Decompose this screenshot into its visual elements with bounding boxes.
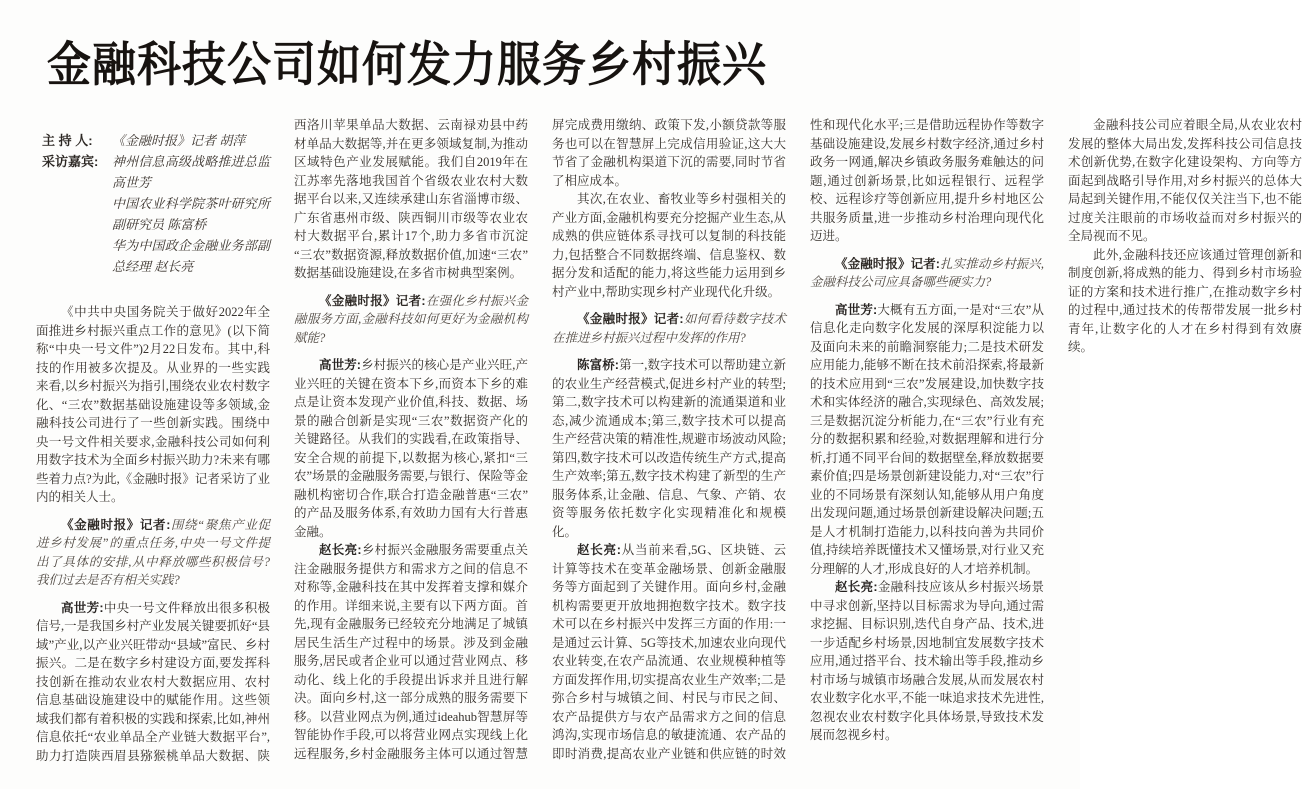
speaker-label: 高世芳: <box>61 600 104 615</box>
answer-paragraph <box>810 578 1044 745</box>
paragraph-text: 乡村振兴的核心是产业兴旺,产业兴旺的关键在资本下乡,而资本下乡的难点是让资本发现产业价值,科技、数据、场景的融合创新是实现“三农”数据资产化的关键路径。从我们的实践看,在政策指导、安全合规的前提下,以数据为核心,紧扣“三农”场景的金融服务需要,与银行、保险等金融机构密切合作,联合打造金融普惠“三农”的产品及服务体系,有效助力国有大行普惠金融。 <box>294 358 528 539</box>
paragraph-text: 中央一号文件释放出很多积极信号,一是我国乡村产业发展关键要抓好“县域”产业,以产业兴旺带动“县域”富民、乡村振兴。二是在数字乡村建设方面,要发挥科技创新在推动农业农村大数据应用、农村信息基础设施建设中的赋能作用。这些领域我们都有着积极的实践和探索,比如,神州信息依托“农业单品全产业链大数据平台”,助力打造陕西眉县猕猴桃单品大数据、陕西洛川苹果单品大数据、云南禄劝县中药材单品大数据等,并在更多领域复制,为推动区域特色产业发展赋能。我们自2019年在江苏率先落地我国首个省级农业农村大数据平台以来,又连续承建山东省淄博市级、广东省惠州市级、陕西铜川市级等农业农村大数据平台,累计17个,助力多省市沉淀“三农”数据资源,释放数据价值,加速“三农”数据基础设施建设,在多省市树典型案例。 <box>36 118 528 763</box>
paragraph-text: 围绕“聚焦产业促进乡村发展”的重点任务,中央一号文件提出了具体的安排,从中释放哪些积极信号?我们过去是否有相关实践? <box>36 517 270 587</box>
speaker-label: 《金融时报》记者: <box>835 256 940 271</box>
paragraph-text: 扎实推动乡村振兴,金融科技公司应具备哪些硬实力? <box>810 256 1044 289</box>
speaker-label: 陈富桥: <box>577 358 619 372</box>
byline-block <box>42 130 270 277</box>
speaker-label: 赵长亮: <box>577 543 621 557</box>
speaker-label: 《金融时报》记者: <box>61 517 171 532</box>
paragraph-text: 大概有五方面,一是对“三农”从信息化走向数字化发展的深厚积淀能力以及面向未来的前瞻洞察能力;二是技术研发应用能力,能够不断在技术前沿探索,将最新的技术应用到“三农”发展建设,加快数字技术和实体经济的融合,实现绿色、高效发展;三是数据沉淀分析能力,在“三农”行业有充分的数据积累和经验,对数据理解和进行分析,打通不同平台间的数据壁垒,释放数据要素价值;四是场景创新建设能力,对“三农”行业的不同场景有深刻认知,能够从用户角度出发现问题,通过场景创新建设解决问题;五是人才机制打造能力,以科技向善为共同价值,持续培养既懂技术又懂场景,对行业又充分理解的人才,形成良好的人才培养机制。 <box>810 302 1044 576</box>
question-paragraph <box>294 292 528 348</box>
host-label: 主 持 人: <box>42 133 93 148</box>
speaker-label: 赵长亮: <box>319 543 362 557</box>
speaker-label: 高世芳: <box>319 358 361 372</box>
article-header <box>36 0 778 92</box>
host-row <box>42 130 270 151</box>
guest-item: 华为中国政企金融业务部副总经理 赵长亮 <box>112 238 270 274</box>
speaker-label: 赵长亮: <box>835 580 878 594</box>
guest-item: 神州信息高级战略推进总监 高世芳 <box>112 154 270 190</box>
question-paragraph <box>810 255 1044 292</box>
paragraph-text: 金融科技公司应着眼全局,从农业农村发展的整体大局出发,发挥科技公司信息技术创新优势,在数字化建设架构、方向等方面起到战略引导作用,对乡村振兴的总体大局起到关键作用,不能仅仅关注当下,也不能过度关注眼前的市场收益而对乡村振兴的全局视而不见。 <box>1068 118 1302 243</box>
question-paragraph <box>552 310 786 347</box>
answer-paragraph <box>810 301 1044 579</box>
answer-paragraph <box>552 356 786 541</box>
guests-label: 采访嘉宾: <box>42 154 99 169</box>
speaker-label: 《金融时报》记者: <box>319 293 426 308</box>
body-paragraph <box>1068 246 1302 357</box>
article-title: 金融科技公司如何发力服务乡村振兴 <box>47 39 767 92</box>
guest-list <box>112 151 270 277</box>
body-paragraph <box>1068 116 1302 246</box>
host-value: 《金融时报》记者 胡萍 <box>112 133 246 148</box>
paragraph-text: 金融科技应该从乡村振兴场景中寻求创新,坚持以目标需求为导向,通过需求挖掘、目标识别,迭代自身产品、技术,进一步适配乡村场景,因地制宜发展数字技术应用,通过搭平台、技术输出等手段,推动乡村市场与城镇市场融合发展,从而发展农村农业数字化水平,不能一味追求技术先进性,忽视农业农村数字化具体场景,导致技术发展而忽视乡村。 <box>810 580 1044 742</box>
paragraph-text: 乡村振兴金融服务需要重点关注金融服务提供方和需求方之间的信息不对称等,金融科技在其中发挥着支撑和媒介的作用。详细来说,主要有以下两方面。首先,现有金融服务已经较充分地满足了城镇居民生活生产过程中的场景。涉及到金融服务,居民或者企业可以通过营业网点、移动化、线上化的手段提出诉求并且进行解决。面向乡村,这一部分成熟的服务需要下移。以营业网点为例,通过ideahub智慧屏等智能协作手段,可以将营业网点实现线上化远程服务,乡村金融服务主体可以通过智慧屏完成费用缴纳、政策下发,小额贷款等服务也可以在智慧屏上完成信用验证,这大大节省了金融机构渠道下沉的需要,同时节省了相应成本。 <box>294 118 786 761</box>
paragraph-text: 第一,数字技术可以帮助建立新的农业生产经营模式,促进乡村产业的转型;第二,数字技术可以构建新的流通渠道和业态,减少流通成本;第三,数字技术可以提高生产经营决策的精准性,规避市场波动风险;第四,数字技术可以改造传统生产方式,提高生产效率;第五,数字技术构建了新型的生产服务体系,让金融、信息、气象、产销、农资等服务依托数字化实现精准化和规模化。 <box>552 358 786 539</box>
paragraph-text: 此外,金融科技还应该通过管理创新和制度创新,将成熟的能力、得到乡村市场验证的方案和技术进行推广,在推动数字乡村的过程中,通过技术的传帮带发展一批乡村青年,让数字化的人才在乡村得到有效赓续。 <box>1068 247 1302 354</box>
speaker-label: 高世芳: <box>835 302 878 317</box>
guest-item: 中国农业科学院茶叶研究所副研究员 陈富桥 <box>112 196 270 232</box>
paragraph-text: 在强化乡村振兴金融服务方面,金融科技如何更好为金融机构赋能? <box>294 293 528 345</box>
answer-paragraph <box>294 356 528 541</box>
paragraph-text: 如何看待数字技术在推进乡村振兴过程中发挥的作用? <box>552 312 786 345</box>
article-columns <box>36 116 1302 768</box>
speaker-label: 《金融时报》记者: <box>577 312 684 326</box>
body-paragraph <box>552 190 786 301</box>
question-paragraph <box>36 516 270 590</box>
guests-row <box>42 151 270 277</box>
intro-paragraph <box>36 303 270 507</box>
paragraph-text: 《中共中央国务院关于做好2022年全面推进乡村振兴重点工作的意见》(以下简称“中央一号文件”)2月22日发布。其中,科技的作用被多次提及。从业界的一些实践来看,以乡村振兴为指引,围绕农业农村数字化、“三农”数据基础设施建设等多领域,金融科技公司进行了一些创新实践。围绕中央一号文件相关要求,金融科技公司如何利用数字技术为全面乡村振兴助力?未来有哪些着力点?为此,《金融时报》记者采访了业内的相关人士。 <box>36 305 270 504</box>
paragraph-text: 从当前来看,5G、区块链、云计算等技术在变革金融场景、创新金融服务等方面起到了关键作用。面向乡村,金融机构需要更开放地拥抱数字技术。数字技术可以在乡村振兴中发挥三方面的作用:一是通过云计算、5G等技术,加速农业向现代农业转变,在农产品流通、农业规模种植等方面发挥作用,切实提高农业生产效率;二是弥合乡村与城镇之间、村民与市民之间、农产品提供方与农产品需求方之间的信息鸿沟,实现市场信息的敏捷流通、农产品的即时消费,提高农业产业链和供应链的时效性和现代化水平;三是借助远程协作等数字基础设施建设,发展乡村数字经济,通过乡村政务一网通,解决乡镇政务服务难触达的问题,通过创新场景,比如远程银行、远程学校、远程诊疗等创新应用,提升乡村地区公共服务质量,进一步推动乡村治理向现代化迈进。 <box>552 118 1044 761</box>
paragraph-text: 其次,在农业、畜牧业等乡村强相关的产业方面,金融机构要充分挖掘产业生态,从成熟的供应链体系寻找可以复制的科技能力,包括整合不同数据终端、信息鉴权、数据分发和适配的能力,将这些能力运用到乡村产业中,帮助实现乡村产业现代化升级。 <box>552 192 786 299</box>
